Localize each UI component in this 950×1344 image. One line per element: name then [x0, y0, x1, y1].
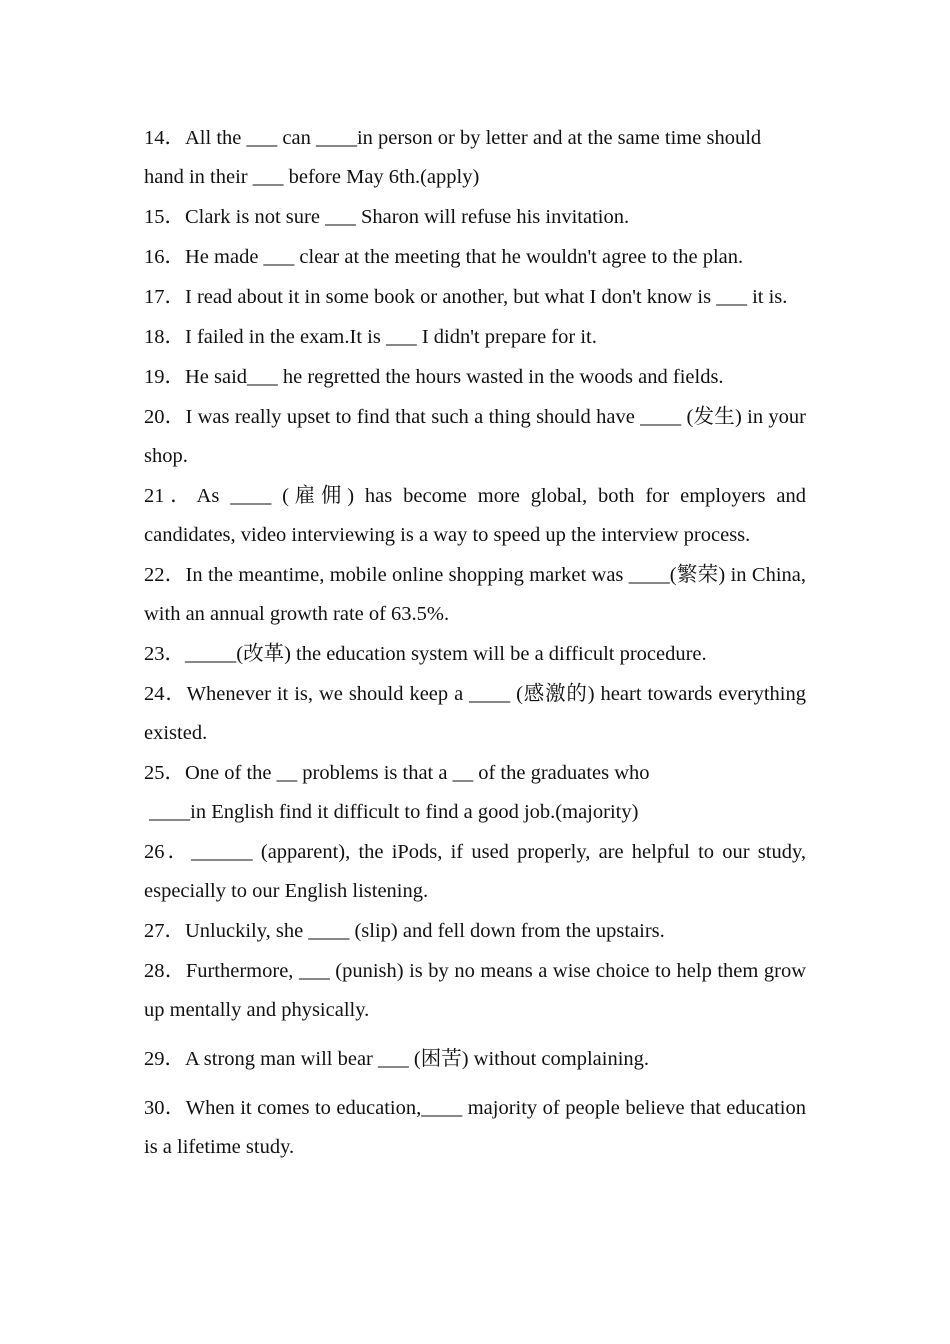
question-text: Clark is not sure ___ Sharon will refuse his invitation.: [185, 206, 630, 228]
question-text: All the ___ can ____in person or by letter and at the same time should hand in their ___ before May 6th.(apply): [144, 127, 762, 188]
question-number: 27．: [144, 920, 185, 942]
question-number: 16．: [144, 246, 185, 268]
question-number: 17．: [144, 286, 185, 308]
question-text: I was really upset to find that such a thing should have ____ (发生) in your shop.: [144, 406, 807, 467]
question-24: [144, 675, 806, 753]
question-28: [144, 952, 806, 1030]
question-27: [144, 912, 806, 951]
question-text: He made ___ clear at the meeting that he wouldn't agree to the plan.: [185, 246, 744, 268]
question-text: ______ (apparent), the iPods, if used properly, are helpful to our study, especially to our English listening.: [144, 841, 806, 902]
question-text: I read about it in some book or another, but what I don't know is ___ it is.: [185, 286, 788, 308]
question-29: [144, 1040, 806, 1079]
question-20: [144, 398, 806, 476]
question-list: [144, 119, 806, 1168]
question-number: 30．: [144, 1097, 186, 1119]
question-number: 24．: [144, 683, 187, 705]
question-number: 21．: [144, 485, 197, 507]
question-number: 29．: [144, 1048, 185, 1070]
question-number: 15．: [144, 206, 185, 228]
question-22: [144, 556, 806, 634]
question-17: [144, 278, 806, 317]
question-23: [144, 635, 806, 674]
question-text: In the meantime, mobile online shopping market was ____(繁荣) in China, with an annual growth rate of 63.5%.: [144, 564, 806, 625]
question-18: [144, 318, 806, 357]
question-16: [144, 238, 806, 277]
question-text: Unluckily, she ____ (slip) and fell down from the upstairs.: [185, 920, 665, 942]
question-15: [144, 198, 806, 237]
question-text: When it comes to education,____ majority of people believe that education is a lifetime study.: [144, 1097, 806, 1158]
question-text-line2: ____in English find it difficult to find a good job.(majority): [144, 801, 639, 823]
question-number: 23．: [144, 643, 185, 665]
question-text: Furthermore, ___ (punish) is by no means a wise choice to help them grow up mentally and physically.: [144, 960, 807, 1021]
question-14: [144, 119, 806, 197]
question-text: A strong man will bear ___ (困苦) without complaining.: [185, 1048, 650, 1070]
question-number: 20．: [144, 406, 186, 428]
question-number: 14．: [144, 127, 185, 149]
question-text: He said___ he regretted the hours wasted in the woods and fields.: [185, 366, 724, 388]
question-number: 19．: [144, 366, 185, 388]
question-25: [144, 754, 806, 832]
question-19: [144, 358, 806, 397]
question-number: 22．: [144, 564, 186, 586]
question-30: [144, 1089, 806, 1167]
question-text: One of the __ problems is that a __ of the graduates who: [185, 762, 650, 784]
question-26: [144, 833, 806, 911]
question-text: Whenever it is, we should keep a ____ (感激的) heart towards everything existed.: [144, 683, 807, 744]
question-21: [144, 477, 806, 555]
question-text: I failed in the exam.It is ___ I didn't prepare for it.: [185, 326, 597, 348]
question-number: 28．: [144, 960, 186, 982]
question-number: 25．: [144, 762, 185, 784]
question-text: _____(改革) the education system will be a difficult procedure.: [185, 643, 707, 665]
question-text: As ____ (雇佣) has become more global, both for employers and candidates, video interviewing is a way to speed up the interview process.: [144, 485, 806, 546]
question-number: 18．: [144, 326, 185, 348]
question-number: 26．: [144, 841, 192, 863]
